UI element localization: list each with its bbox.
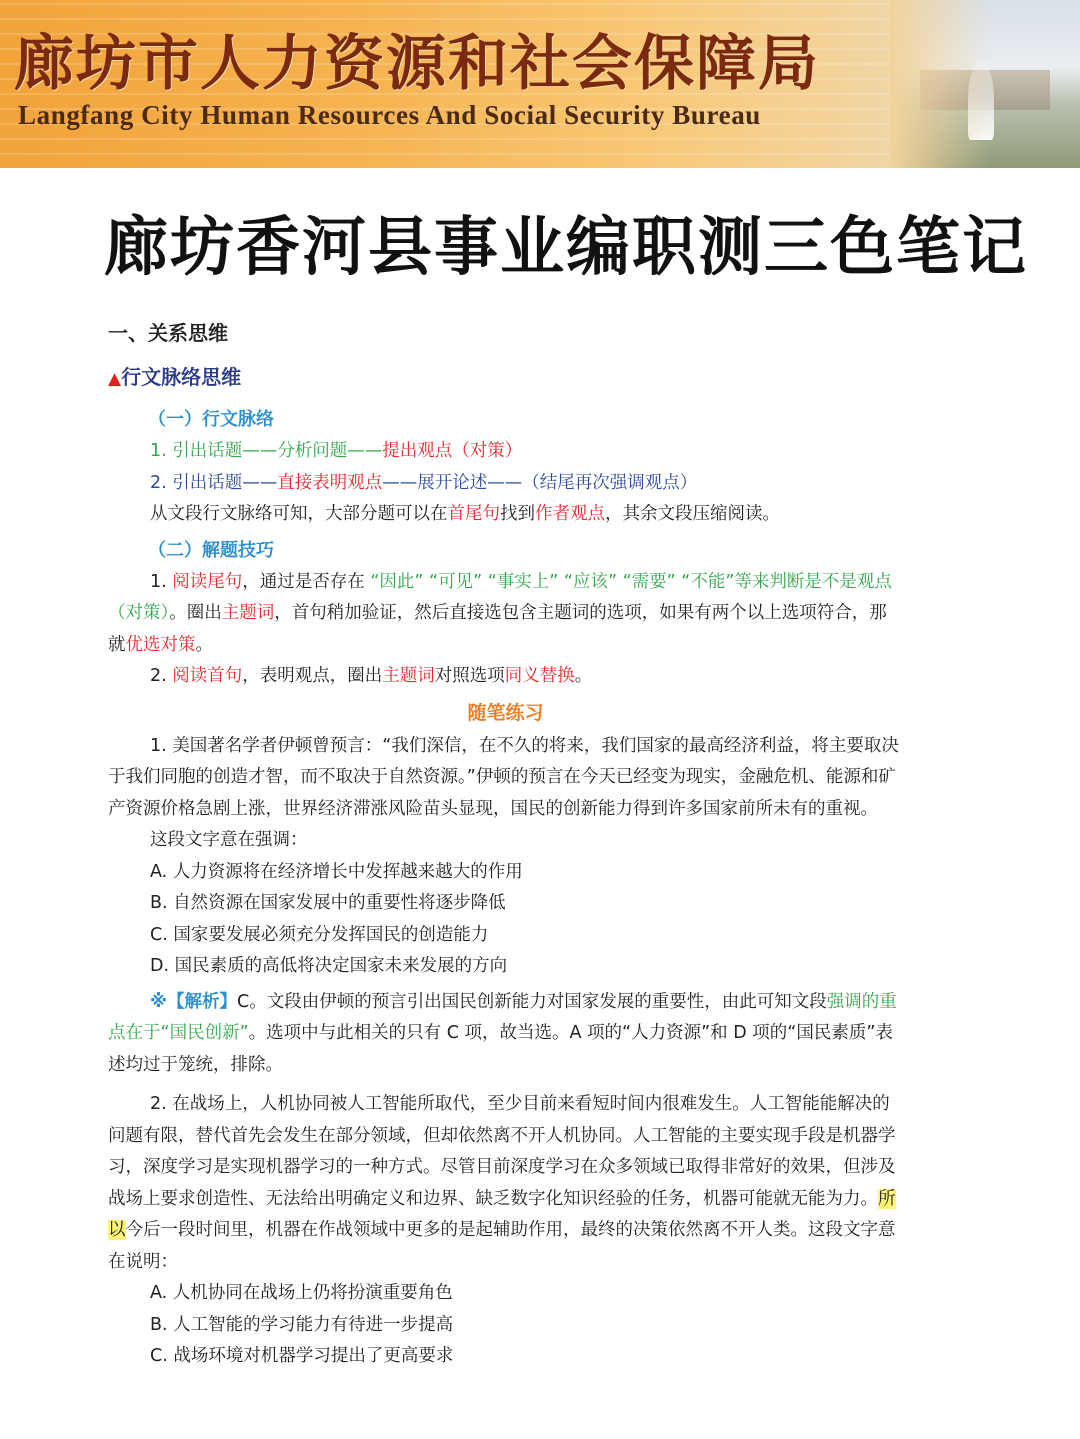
question-2-option-b: B. 人工智能的学习能力有待进一步提高 xyxy=(150,1314,454,1335)
text: 2. 在战场上，人机协同被人工智能所取代，至少目前来看短时间内很难发生。人工智能能解决的问题有限，替代首先会发生在部分领域，但却依然离不开人机协同。人工智能的主要实现手段是机器学习，深度学习是实现机器学习的一种方式。尽管目前深度学习在众多领域已取得非常好的效果，但涉及战场上要求创造性、无法给出明确定义和边界、缺乏数字化知识经验的任务，机器可能就无能为力。 xyxy=(108,1094,896,1209)
text: C。文段由伊顿的预言引出国民创新能力对国家发展的重要性，由此可知文段 xyxy=(237,991,827,1012)
text: 从文段行文脉络可知，大部分题可以在 xyxy=(150,504,448,524)
flow-highlight: 直接表明观点 xyxy=(277,472,383,493)
highlight: 主题词 xyxy=(382,666,435,686)
triangle-icon: ▲ xyxy=(108,369,122,389)
text: ，表明观点，圈出 xyxy=(242,666,383,686)
text: ，其余文段压缩阅读。 xyxy=(605,504,780,524)
flow-text: ——展开论述——（结尾再次强调观点） xyxy=(382,472,698,493)
section-heading: 一、关系思维 xyxy=(108,321,228,345)
text: 今后一段时间里，机器在作战领域中更多的是起辅助作用，最终的决策依然离不开人类。这段文字意在说明： xyxy=(108,1220,896,1272)
highlight: 首尾句 xyxy=(447,504,500,524)
highlight: 优选对策 xyxy=(125,634,196,655)
subsection-heading xyxy=(108,362,903,394)
subsection-label: 行文脉络思维 xyxy=(121,365,242,389)
question-1-option-d: D. 国民素质的高低将决定国家未来发展的方向 xyxy=(150,956,508,976)
spacer xyxy=(108,1081,903,1089)
question-2-option-c: C. 战场环境对机器学习提出了更高要求 xyxy=(150,1346,454,1366)
question-2-option-a: A. 人机协同在战场上仍将扮演重要角色 xyxy=(150,1283,453,1303)
banner-fade xyxy=(890,0,990,168)
flow-highlight: 提出观点（对策） xyxy=(382,441,523,461)
question-1-analysis xyxy=(108,987,903,1082)
highlight: 阅读首句 xyxy=(172,666,243,686)
part2-heading: （二）解题技巧 xyxy=(148,539,274,561)
highlighted-keyword: 所以 xyxy=(108,1188,896,1240)
flow-line-2 xyxy=(108,468,903,500)
question-1-stem: 1. 美国著名学者伊顿曾预言：“我们深信，在不久的将来，我们国家的最高经济利益，将主要取决于我们同胞的创造才智，而不取决于自然资源。”伊顿的预言在今天已经变为现实，金融危机、能源和矿产资源价格急剧上涨，世界经济滞涨风险苗头显现，国民的创新能力得到许多国家前所未有的重视。 xyxy=(108,735,899,819)
banner-title-en: Langfang City Human Resources And Social Security Bureau xyxy=(18,100,761,130)
document-body xyxy=(108,318,903,1373)
text: ，首句稍加验证，然后直接选包含主题词的选项，如果有两个以上选项符合，那就 xyxy=(108,603,887,655)
document-title: 廊坊香河县事业编职测三色笔记 xyxy=(104,211,1028,285)
text: 。选项中与此相关的只有 C 项，故当选。A 项的“人力资源”和 D 项的“国民素质”表述均过于笼统，排除。 xyxy=(108,1023,893,1075)
text: 。 xyxy=(574,666,593,686)
analysis-label: ※【解析】 xyxy=(150,991,238,1012)
highlight: 同义替换 xyxy=(504,666,575,686)
question-2-stem xyxy=(108,1089,903,1278)
text: 对照选项 xyxy=(434,666,505,686)
question-1-option-a: A. 人力资源将在经济增长中发挥越来越大的作用 xyxy=(150,861,523,882)
flow-text: 1. 引出话题——分析问题—— xyxy=(150,441,383,461)
question-1-option-c: C. 国家要发展必须充分发挥国民的创造能力 xyxy=(150,924,489,945)
banner-photo xyxy=(890,0,1080,168)
keyword-list: “因此” “可见” “事实上” “应该” “需要” “不能”等来判断是不是观点（对策） xyxy=(108,571,892,623)
part1-heading: （一）行文脉络 xyxy=(148,409,274,430)
text: ，通过是否存在 xyxy=(242,571,371,592)
header-banner xyxy=(0,0,1080,168)
text: 2. xyxy=(150,666,173,686)
flow-line-1 xyxy=(108,436,903,468)
highlight: 阅读尾句 xyxy=(172,571,243,592)
text: 1. xyxy=(150,571,173,592)
practice-heading: 随笔练习 xyxy=(467,701,544,724)
highlight: 强调的重点在于“国民创新” xyxy=(108,991,897,1043)
tip-2 xyxy=(108,661,903,693)
text: 。圈出 xyxy=(169,603,222,623)
question-1-option-b: B. 自然资源在国家发展中的重要性将逐步降低 xyxy=(150,893,506,913)
highlight: 作者观点 xyxy=(535,504,605,524)
highlight: 主题词 xyxy=(221,603,275,623)
text: 。 xyxy=(195,634,213,655)
tip-1 xyxy=(108,567,903,662)
flow-line-3 xyxy=(108,499,903,531)
flow-text: 2. 引出话题—— xyxy=(150,472,278,493)
question-1-prompt: 这段文字意在强调： xyxy=(150,830,308,850)
text: 找到 xyxy=(500,504,535,524)
banner-title-cn: 廊坊市人力资源和社会保障局 xyxy=(14,29,820,99)
